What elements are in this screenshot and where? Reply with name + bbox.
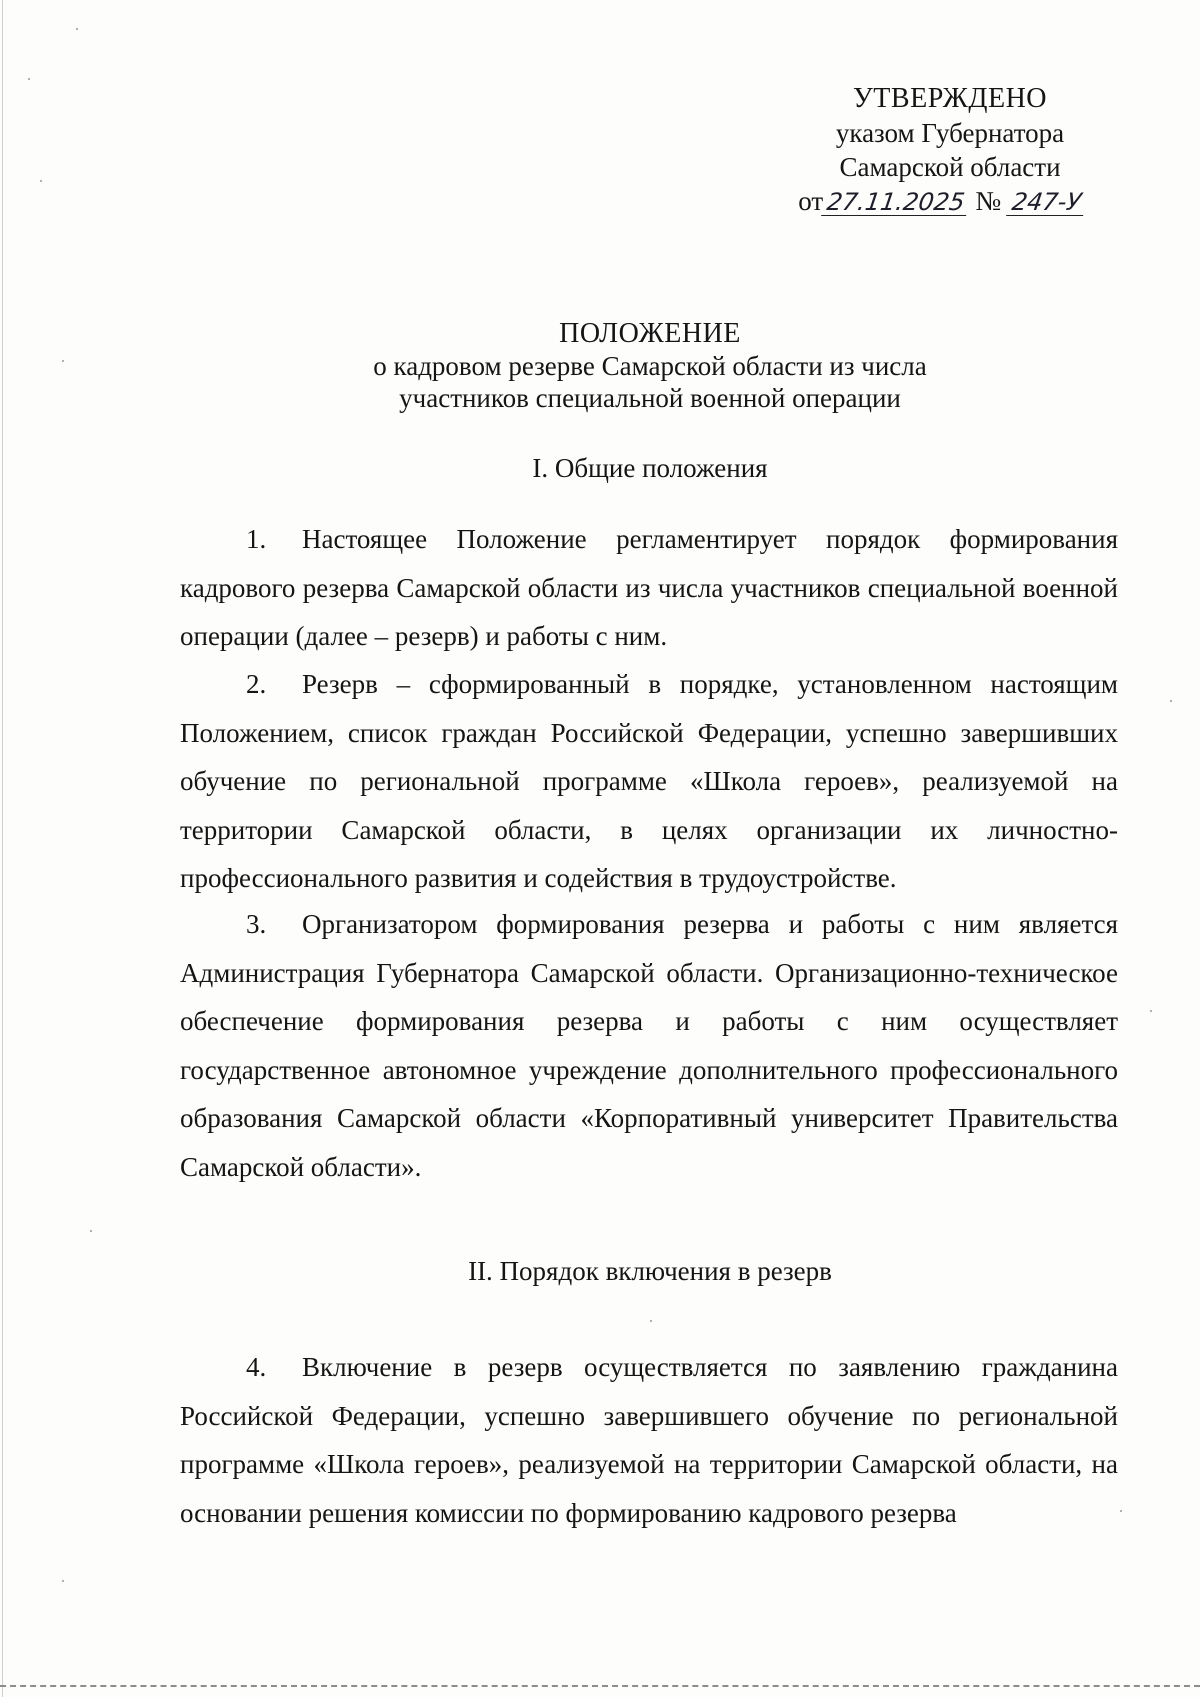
section-heading-2: II. Порядок включения в резерв	[468, 1256, 832, 1286]
handwritten-date: 27.11.2025	[821, 189, 970, 216]
paragraph-3	[180, 900, 1118, 1191]
date-prefix: от	[798, 186, 824, 216]
paragraph-number: 1.	[246, 524, 267, 554]
scan-edge-line	[2, 0, 3, 1697]
scan-speck	[1120, 1510, 1122, 1512]
scan-speck	[40, 180, 42, 182]
approval-date-line	[760, 184, 1140, 218]
paragraph-text: Резерв – сформированный в порядке, установленном настоящим Положением, список граждан Российской Федерации, успешно завершивших обучение по региональной программе «Школа героев», реализуемой на территории Самарской области, в целях организации их личностно-профессионального развития и содействия в трудоустройстве.	[180, 669, 1118, 893]
scan-speck	[76, 28, 78, 30]
paragraph-text: Настоящее Положение регламентирует порядок формирования кадрового резерва Самарской области из числа участников специальной военной операции (далее – резерв) и работы с ним.	[180, 524, 1118, 651]
handwritten-number: 247-У	[1006, 189, 1087, 216]
approval-line-1: указом Губернатора	[835, 118, 1065, 148]
scan-speck	[28, 78, 30, 80]
scan-speck	[650, 1320, 652, 1322]
scan-speck	[62, 1580, 64, 1582]
paragraph-text: Включение в резерв осуществляется по заявлению гражданина Российской Федерации, успешно завершившего обучение по региональной программе «Школа героев», реализуемой на территории Самарской области, на основании решения комиссии по формированию кадрового резерва	[180, 1352, 1118, 1528]
paragraph-number: 4.	[246, 1352, 267, 1382]
approval-line-2: Самарской области	[839, 152, 1061, 182]
paragraph-4	[180, 1343, 1118, 1537]
scan-speck	[62, 360, 64, 362]
paragraph-text: Организатором формирования резерва и работы с ним является Администрация Губернатора Самарской области. Организационно-техническое обеспечение формирования резерва и работы с ним осуществляет государственное автономное учреждение дополнительного профессионального образования Самарской области «Корпоративный университет Правительства Самарской области».	[180, 909, 1118, 1182]
section-heading-1: I. Общие положения	[532, 453, 768, 483]
document-heading	[200, 318, 1100, 414]
scan-speck	[1170, 700, 1172, 702]
paragraph-2	[180, 660, 1118, 903]
document-subtitle-line-2: участников специальной военной операции	[399, 383, 901, 413]
approval-title: УТВЕРЖДЕНО	[852, 83, 1048, 114]
scan-bottom-edge	[0, 1685, 1200, 1687]
document-subtitle-line-1: о кадровом резерве Самарской области из числа	[373, 351, 927, 381]
number-sign: №	[975, 186, 1002, 216]
scan-speck	[90, 1230, 92, 1232]
paragraph-number: 2.	[246, 669, 267, 699]
document-title: ПОЛОЖЕНИЕ	[559, 318, 741, 349]
approval-block	[760, 82, 1140, 218]
paragraph-number: 3.	[246, 909, 267, 939]
scan-speck	[1150, 1010, 1152, 1012]
paragraph-1	[180, 515, 1118, 661]
